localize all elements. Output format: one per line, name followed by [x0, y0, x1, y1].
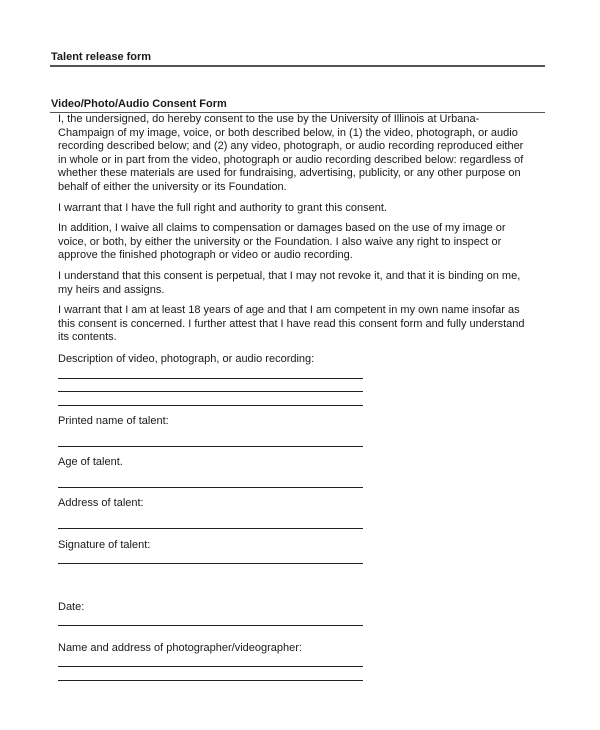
text-line: in whole or in part from the video, photograph or audio recording described below: regardless of: [58, 153, 524, 166]
photographer-label: Name and address of photographer/videographer:: [58, 642, 302, 654]
warrant-paragraph: [58, 202, 548, 216]
photographer-field-line-1[interactable]: [58, 666, 363, 667]
text-line: behalf of either the university or its Foundation.: [58, 180, 287, 193]
section-heading: Video/Photo/Audio Consent Form: [51, 98, 227, 110]
printed-name-field[interactable]: [58, 446, 363, 447]
description-field-line-2[interactable]: [58, 391, 363, 392]
text-line: voice, or both, by either the university or the Foundation. I also waive any right to inspect or: [58, 235, 502, 248]
age-label: Age of talent.: [58, 456, 123, 468]
text-line: Champaign of my image, voice, or both described below, in (1) the video, photograph, or audio: [58, 126, 518, 139]
signature-field[interactable]: [58, 563, 363, 564]
age-field[interactable]: [58, 487, 363, 488]
perpetual-paragraph: [58, 270, 548, 297]
date-field[interactable]: [58, 625, 363, 626]
address-field[interactable]: [58, 528, 363, 529]
text-line: I, the undersigned, do hereby consent to the use by the University of Illinois at Urbana-: [58, 113, 480, 125]
signature-label: Signature of talent:: [58, 539, 151, 551]
text-line: whether these materials are used for fundraising, advertising, publicity, or any other purpose on: [58, 167, 521, 180]
age-paragraph: [58, 304, 548, 345]
printed-name-label: Printed name of talent:: [58, 415, 169, 427]
text-line: recording described below; and (2) any video, photograph, or audio recording reproduced either: [58, 140, 524, 153]
text-line: I warrant that I have the full right and authority to grant this consent.: [58, 202, 387, 214]
text-line: In addition, I waive all claims to compensation or damages based on the use of my image or: [58, 222, 506, 234]
description-field-line-3[interactable]: [58, 405, 363, 406]
waiver-paragraph: [58, 222, 548, 263]
address-label: Address of talent:: [58, 497, 144, 509]
text-line: I warrant that I am at least 18 years of age and that I am competent in my own name insofar as: [58, 304, 520, 316]
description-label: Description of video, photograph, or audio recording:: [58, 353, 315, 365]
text-line: I understand that this consent is perpetual, that I may not revoke it, and that it is binding on me,: [58, 270, 521, 282]
text-line: my heirs and assigns.: [58, 283, 165, 296]
text-line: its contents.: [58, 331, 117, 344]
text-line: approve the finished photograph or video or audio recording.: [58, 249, 353, 262]
title-divider: [50, 65, 545, 67]
description-field-line-1[interactable]: [58, 378, 363, 379]
text-line: this consent is concerned. I further attest that I have read this consent form and fully understand: [58, 317, 525, 330]
date-label: Date:: [58, 601, 85, 613]
photographer-field-line-2[interactable]: [58, 680, 363, 681]
consent-paragraph: [58, 113, 548, 195]
document-title: Talent release form: [51, 51, 152, 63]
